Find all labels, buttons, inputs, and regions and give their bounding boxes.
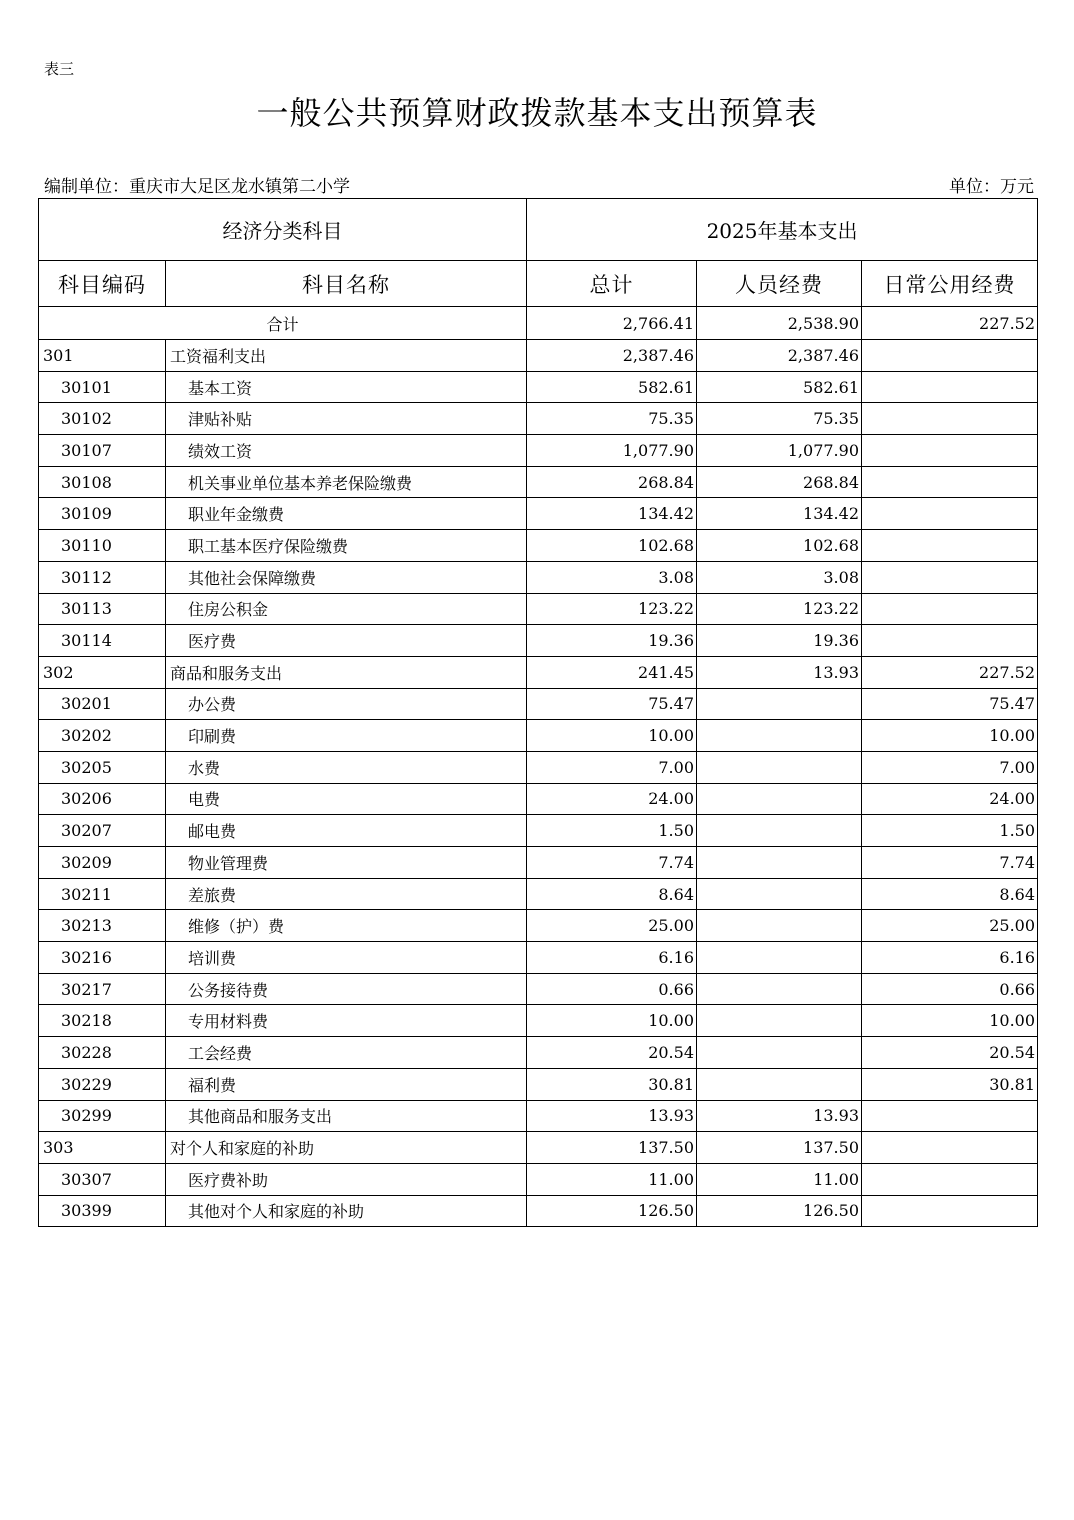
row-public: 20.54 xyxy=(862,1037,1038,1069)
table-row xyxy=(39,371,1038,403)
row-name: 医疗费 xyxy=(166,625,527,657)
row-public xyxy=(862,530,1038,562)
row-personnel: 11.00 xyxy=(697,1163,862,1195)
row-personnel xyxy=(697,1068,862,1100)
row-personnel xyxy=(697,688,862,720)
row-public xyxy=(862,593,1038,625)
row-public xyxy=(862,625,1038,657)
row-name: 住房公积金 xyxy=(166,593,527,625)
row-total: 134.42 xyxy=(527,498,697,530)
table-row xyxy=(39,783,1038,815)
row-name: 印刷费 xyxy=(166,720,527,752)
row-name: 商品和服务支出 xyxy=(166,656,527,688)
row-total: 7.74 xyxy=(527,847,697,879)
row-code: 30102 xyxy=(39,403,166,435)
row-public: 7.00 xyxy=(862,751,1038,783)
row-name: 维修（护）费 xyxy=(166,910,527,942)
row-code: 30209 xyxy=(39,847,166,879)
row-name: 其他商品和服务支出 xyxy=(166,1100,527,1132)
row-personnel: 2,387.46 xyxy=(697,340,862,372)
row-public xyxy=(862,561,1038,593)
header-row-columns xyxy=(39,261,1038,307)
row-public: 6.16 xyxy=(862,942,1038,974)
page-title: 一般公共预算财政拨款基本支出预算表 xyxy=(256,94,818,132)
row-total: 13.93 xyxy=(527,1100,697,1132)
row-personnel: 13.93 xyxy=(697,1100,862,1132)
table-tag: 表三 xyxy=(44,60,75,78)
row-code: 30228 xyxy=(39,1037,166,1069)
row-public xyxy=(862,498,1038,530)
total-public: 227.52 xyxy=(862,307,1038,340)
row-code: 30201 xyxy=(39,688,166,720)
row-personnel: 75.35 xyxy=(697,403,862,435)
row-personnel xyxy=(697,751,862,783)
table-row xyxy=(39,720,1038,752)
row-personnel xyxy=(697,720,862,752)
row-personnel: 3.08 xyxy=(697,561,862,593)
row-total: 1.50 xyxy=(527,815,697,847)
row-public xyxy=(862,1132,1038,1164)
row-personnel xyxy=(697,1005,862,1037)
row-total: 582.61 xyxy=(527,371,697,403)
row-total: 241.45 xyxy=(527,656,697,688)
row-name: 职业年金缴费 xyxy=(166,498,527,530)
row-name: 其他社会保障缴费 xyxy=(166,561,527,593)
table-row xyxy=(39,340,1038,372)
row-code: 30107 xyxy=(39,435,166,467)
row-code: 302 xyxy=(39,656,166,688)
row-name: 职工基本医疗保险缴费 xyxy=(166,530,527,562)
row-name: 邮电费 xyxy=(166,815,527,847)
row-personnel: 582.61 xyxy=(697,371,862,403)
row-name: 电费 xyxy=(166,783,527,815)
header-year-basic: 2025年基本支出 xyxy=(527,199,1038,261)
header-personnel: 人员经费 xyxy=(697,261,862,307)
row-personnel xyxy=(697,847,862,879)
row-personnel xyxy=(697,878,862,910)
row-code: 30299 xyxy=(39,1100,166,1132)
row-name: 差旅费 xyxy=(166,878,527,910)
table-row xyxy=(39,1068,1038,1100)
row-name: 专用材料费 xyxy=(166,1005,527,1037)
row-personnel: 123.22 xyxy=(697,593,862,625)
row-total: 20.54 xyxy=(527,1037,697,1069)
header-total: 总计 xyxy=(527,261,697,307)
table-row xyxy=(39,466,1038,498)
table-row xyxy=(39,403,1038,435)
row-code: 30205 xyxy=(39,751,166,783)
row-public xyxy=(862,435,1038,467)
table-row xyxy=(39,1005,1038,1037)
table-row xyxy=(39,1132,1038,1164)
row-name: 工会经费 xyxy=(166,1037,527,1069)
row-code: 303 xyxy=(39,1132,166,1164)
row-name: 工资福利支出 xyxy=(166,340,527,372)
row-code: 30307 xyxy=(39,1163,166,1195)
row-personnel: 137.50 xyxy=(697,1132,862,1164)
row-public: 25.00 xyxy=(862,910,1038,942)
row-total: 0.66 xyxy=(527,973,697,1005)
row-total: 123.22 xyxy=(527,593,697,625)
row-code: 30114 xyxy=(39,625,166,657)
row-public: 24.00 xyxy=(862,783,1038,815)
row-personnel: 19.36 xyxy=(697,625,862,657)
row-personnel: 268.84 xyxy=(697,466,862,498)
table-row xyxy=(39,1163,1038,1195)
total-row xyxy=(39,307,1038,340)
table-row xyxy=(39,942,1038,974)
row-total: 75.35 xyxy=(527,403,697,435)
row-personnel xyxy=(697,973,862,1005)
row-total: 7.00 xyxy=(527,751,697,783)
row-total: 3.08 xyxy=(527,561,697,593)
row-public: 8.64 xyxy=(862,878,1038,910)
row-code: 30101 xyxy=(39,371,166,403)
row-total: 8.64 xyxy=(527,878,697,910)
row-total: 137.50 xyxy=(527,1132,697,1164)
row-name: 公务接待费 xyxy=(166,973,527,1005)
row-total: 19.36 xyxy=(527,625,697,657)
row-public: 1.50 xyxy=(862,815,1038,847)
table-row xyxy=(39,625,1038,657)
row-code: 30207 xyxy=(39,815,166,847)
row-personnel xyxy=(697,1037,862,1069)
table-row xyxy=(39,751,1038,783)
header-name: 科目名称 xyxy=(166,261,527,307)
currency-unit-label: 单位：万元 xyxy=(949,177,1034,197)
row-code: 30399 xyxy=(39,1195,166,1227)
row-total: 30.81 xyxy=(527,1068,697,1100)
table-row xyxy=(39,561,1038,593)
row-personnel xyxy=(697,942,862,974)
row-code: 30110 xyxy=(39,530,166,562)
row-public: 30.81 xyxy=(862,1068,1038,1100)
row-total: 10.00 xyxy=(527,720,697,752)
row-name: 基本工资 xyxy=(166,371,527,403)
table-row xyxy=(39,847,1038,879)
row-personnel: 1,077.90 xyxy=(697,435,862,467)
row-total: 25.00 xyxy=(527,910,697,942)
row-personnel: 102.68 xyxy=(697,530,862,562)
total-label: 合计 xyxy=(39,307,527,340)
header-code: 科目编码 xyxy=(39,261,166,307)
row-code: 30218 xyxy=(39,1005,166,1037)
row-code: 30113 xyxy=(39,593,166,625)
row-public: 10.00 xyxy=(862,720,1038,752)
row-name: 水费 xyxy=(166,751,527,783)
total-amount: 2,766.41 xyxy=(527,307,697,340)
row-public xyxy=(862,340,1038,372)
row-code: 30112 xyxy=(39,561,166,593)
row-personnel: 126.50 xyxy=(697,1195,862,1227)
table-row xyxy=(39,593,1038,625)
table-row xyxy=(39,498,1038,530)
row-code: 30216 xyxy=(39,942,166,974)
row-name: 机关事业单位基本养老保险缴费 xyxy=(166,466,527,498)
table-row xyxy=(39,1037,1038,1069)
row-public xyxy=(862,403,1038,435)
row-personnel: 134.42 xyxy=(697,498,862,530)
row-public: 7.74 xyxy=(862,847,1038,879)
row-personnel xyxy=(697,815,862,847)
row-public: 0.66 xyxy=(862,973,1038,1005)
header-classification: 经济分类科目 xyxy=(39,199,527,261)
budget-table xyxy=(38,198,1038,1227)
row-total: 11.00 xyxy=(527,1163,697,1195)
row-name: 津贴补贴 xyxy=(166,403,527,435)
table-row xyxy=(39,910,1038,942)
table-row xyxy=(39,1100,1038,1132)
table-row xyxy=(39,656,1038,688)
row-total: 6.16 xyxy=(527,942,697,974)
total-personnel: 2,538.90 xyxy=(697,307,862,340)
row-name: 物业管理费 xyxy=(166,847,527,879)
table-row xyxy=(39,530,1038,562)
header-row-group xyxy=(39,199,1038,261)
row-public: 227.52 xyxy=(862,656,1038,688)
row-code: 30211 xyxy=(39,878,166,910)
row-total: 102.68 xyxy=(527,530,697,562)
row-code: 30217 xyxy=(39,973,166,1005)
row-personnel: 13.93 xyxy=(697,656,862,688)
row-name: 对个人和家庭的补助 xyxy=(166,1132,527,1164)
table-row xyxy=(39,688,1038,720)
row-code: 301 xyxy=(39,340,166,372)
row-personnel xyxy=(697,783,862,815)
row-name: 绩效工资 xyxy=(166,435,527,467)
row-total: 75.47 xyxy=(527,688,697,720)
row-public xyxy=(862,1195,1038,1227)
compiling-unit-label: 编制单位：重庆市大足区龙水镇第二小学 xyxy=(44,177,350,197)
row-total: 10.00 xyxy=(527,1005,697,1037)
table-row xyxy=(39,973,1038,1005)
row-code: 30229 xyxy=(39,1068,166,1100)
row-code: 30202 xyxy=(39,720,166,752)
row-name: 办公费 xyxy=(166,688,527,720)
row-public xyxy=(862,371,1038,403)
row-total: 2,387.46 xyxy=(527,340,697,372)
row-total: 1,077.90 xyxy=(527,435,697,467)
row-public xyxy=(862,466,1038,498)
row-public: 10.00 xyxy=(862,1005,1038,1037)
row-personnel xyxy=(697,910,862,942)
header-public: 日常公用经费 xyxy=(862,261,1038,307)
row-name: 医疗费补助 xyxy=(166,1163,527,1195)
row-code: 30108 xyxy=(39,466,166,498)
row-total: 126.50 xyxy=(527,1195,697,1227)
row-code: 30109 xyxy=(39,498,166,530)
row-public: 75.47 xyxy=(862,688,1038,720)
row-total: 268.84 xyxy=(527,466,697,498)
row-name: 其他对个人和家庭的补助 xyxy=(166,1195,527,1227)
row-total: 24.00 xyxy=(527,783,697,815)
table-row xyxy=(39,1195,1038,1227)
row-public xyxy=(862,1100,1038,1132)
row-name: 培训费 xyxy=(166,942,527,974)
row-public xyxy=(862,1163,1038,1195)
row-name: 福利费 xyxy=(166,1068,527,1100)
row-code: 30206 xyxy=(39,783,166,815)
row-code: 30213 xyxy=(39,910,166,942)
table-row xyxy=(39,878,1038,910)
table-row xyxy=(39,435,1038,467)
table-row xyxy=(39,815,1038,847)
